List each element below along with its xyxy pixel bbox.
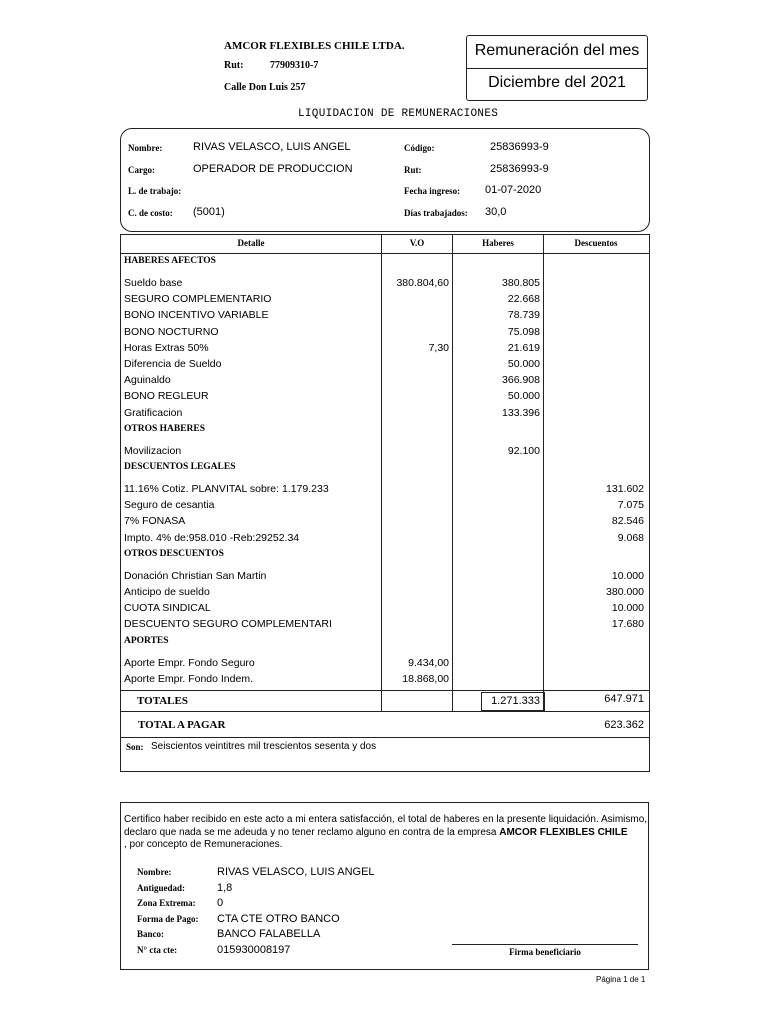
row-haberes: 78.739 <box>507 309 540 322</box>
row-haberes: 92.100 <box>507 444 540 457</box>
header-vo: V.O <box>409 238 425 248</box>
period-box-title: Remuneración del mes <box>474 42 640 59</box>
row-detail: Movilizacion <box>124 444 182 457</box>
row-haberes: 21.619 <box>507 341 540 354</box>
signature-line <box>452 944 638 945</box>
row-detail: Anticipo de sueldo <box>124 586 210 598</box>
row-haberes: 75.098 <box>507 325 540 338</box>
period-box-period: Diciembre del 2021 <box>488 74 626 91</box>
row-descuentos: 10.000 <box>611 569 644 582</box>
codigo-value: 25836993-9 <box>490 141 549 153</box>
row-descuentos: 7.075 <box>617 499 644 512</box>
row-descuentos: 17.680 <box>611 618 644 631</box>
certificate-field-value: BANCO FALABELLA <box>217 928 321 940</box>
certificate-field-label: Antiguedad: <box>137 882 186 893</box>
nombre-value: RIVAS VELASCO, LUIS ANGEL <box>193 141 351 153</box>
row-descuentos: 82.546 <box>611 515 644 528</box>
company-address: Calle Don Luis 257 <box>224 82 306 93</box>
row-detail: Seguro de cesantia <box>124 499 215 512</box>
ingreso-value: 01-07-2020 <box>485 184 542 196</box>
row-detail: Diferencia de Sueldo <box>124 358 222 370</box>
certificate-field-label: Zona Extrema: <box>137 898 196 908</box>
row-detail: Sueldo base <box>124 277 183 289</box>
row-haberes: 366.908 <box>502 374 540 387</box>
row-haberes: 50.000 <box>507 358 540 370</box>
signature-label: Firma beneficiario <box>509 947 581 957</box>
row-haberes: 50.000 <box>507 390 540 403</box>
section-title: OTROS DESCUENTOS <box>124 548 224 559</box>
row-vo: 9.434,00 <box>408 656 449 669</box>
row-haberes: 380.805 <box>502 277 540 289</box>
header-detalle: Detalle <box>237 238 265 248</box>
certificate-line-3: , por concepto de Remuneraciones. <box>124 839 283 850</box>
section-title: APORTES <box>124 635 169 646</box>
employee-rut-value: 25836993-9 <box>490 163 549 175</box>
row-haberes: 22.668 <box>507 293 540 306</box>
section-title: DESCUENTOS LEGALES <box>124 462 236 472</box>
codigo-label: Código: <box>404 143 435 153</box>
document-title: LIQUIDACION DE REMUNERACIONES <box>298 108 499 120</box>
section-title: HABERES AFECTOS <box>124 256 216 266</box>
row-detail: BONO INCENTIVO VARIABLE <box>124 309 269 322</box>
row-vo: 7,30 <box>428 341 449 354</box>
row-detail: DESCUENTO SEGURO COMPLEMENTARI <box>124 618 332 631</box>
row-descuentos: 131.602 <box>606 483 644 495</box>
total-a-pagar-label: TOTAL A PAGAR <box>138 719 226 731</box>
totales-haberes: 1.271.333 <box>491 695 540 707</box>
certificate-field-label: Banco: <box>137 929 164 939</box>
row-detail: Gratificacion <box>124 406 183 419</box>
son-label: Son: <box>126 742 144 752</box>
header-descuentos: Descuentos <box>574 238 618 248</box>
ingreso-label: Fecha ingreso: <box>404 186 461 196</box>
row-descuentos: 10.000 <box>611 602 644 615</box>
cargo-label: Cargo: <box>128 165 155 175</box>
certificate-field-label: N° cta cte: <box>137 944 178 955</box>
section-title: OTROS HABERES <box>124 423 206 434</box>
employee-rut-label: Rut: <box>404 165 422 175</box>
certificate-line-2 <box>124 827 628 838</box>
lugar-label: L. de trabajo: <box>128 186 182 196</box>
certificate-field-value: 015930008197 <box>217 943 291 956</box>
row-vo: 380.804,60 <box>396 277 449 289</box>
company-rut-label: Rut: <box>224 60 244 71</box>
row-descuentos: 380.000 <box>606 586 644 598</box>
company-rut: 77909310-7 <box>270 60 319 71</box>
totales-label: TOTALES <box>137 695 188 707</box>
row-detail: Donación Christian San Martin <box>124 569 267 582</box>
row-detail: SEGURO COMPLEMENTARIO <box>124 293 272 306</box>
row-detail: Horas Extras 50% <box>124 341 209 354</box>
certificate-field-label: Forma de Pago: <box>137 913 199 924</box>
period-box <box>466 35 648 101</box>
son-value: Seiscientos veintitres mil trescientos sesenta y dos <box>151 741 377 752</box>
page-number: Página 1 de 1 <box>596 975 646 984</box>
certificate-line-2-text: declaro que nada se me adeuda y no tener reclamo alguno en contra de la empresa <box>124 827 497 838</box>
row-descuentos: 9.068 <box>617 531 644 544</box>
row-detail: Aguinaldo <box>124 374 171 387</box>
certificate-field-label: Nombre: <box>137 867 172 877</box>
row-detail: CUOTA SINDICAL <box>124 602 211 615</box>
totales-descuentos: 647.971 <box>604 693 644 705</box>
nombre-label: Nombre: <box>128 143 163 153</box>
costo-label: C. de costo: <box>128 208 173 218</box>
cargo-value: OPERADOR DE PRODUCCION <box>193 163 353 175</box>
row-haberes: 133.396 <box>502 406 540 419</box>
row-vo: 18.868,00 <box>402 672 449 685</box>
row-detail: BONO REGLEUR <box>124 390 209 403</box>
certificate-field-value: 0 <box>217 897 224 909</box>
row-detail: 7% FONASA <box>124 515 186 528</box>
dias-label: Días trabajados: <box>404 208 468 218</box>
total-a-pagar-value: 623.362 <box>604 719 644 731</box>
row-detail: BONO NOCTURNO <box>124 325 219 338</box>
company-name: AMCOR FLEXIBLES CHILE LTDA. <box>224 40 405 52</box>
certificate-line-1: Certifico haber recibido en este acto a mi entera satisfacción, el total de haberes en la presente liquidación. Asimismo, <box>124 814 648 825</box>
certificate-field-value: CTA CTE OTRO BANCO <box>217 912 340 925</box>
row-detail: Aporte Empr. Fondo Seguro <box>124 656 255 669</box>
certificate-field-value: RIVAS VELASCO, LUIS ANGEL <box>217 866 375 878</box>
row-detail: Aporte Empr. Fondo Indem. <box>124 672 253 685</box>
row-detail: 11.16% Cotiz. PLANVITAL sobre: 1.179.233 <box>124 483 329 495</box>
certificate-field-value: 1,8 <box>217 881 233 894</box>
row-detail: Impto. 4% de:958.010 -Reb:29252.34 <box>124 531 300 544</box>
certificate-company-name: AMCOR FLEXIBLES CHILE <box>499 827 628 838</box>
header-haberes: Haberes <box>482 238 514 248</box>
dias-value: 30,0 <box>485 206 507 218</box>
costo-value: (5001) <box>193 206 225 218</box>
